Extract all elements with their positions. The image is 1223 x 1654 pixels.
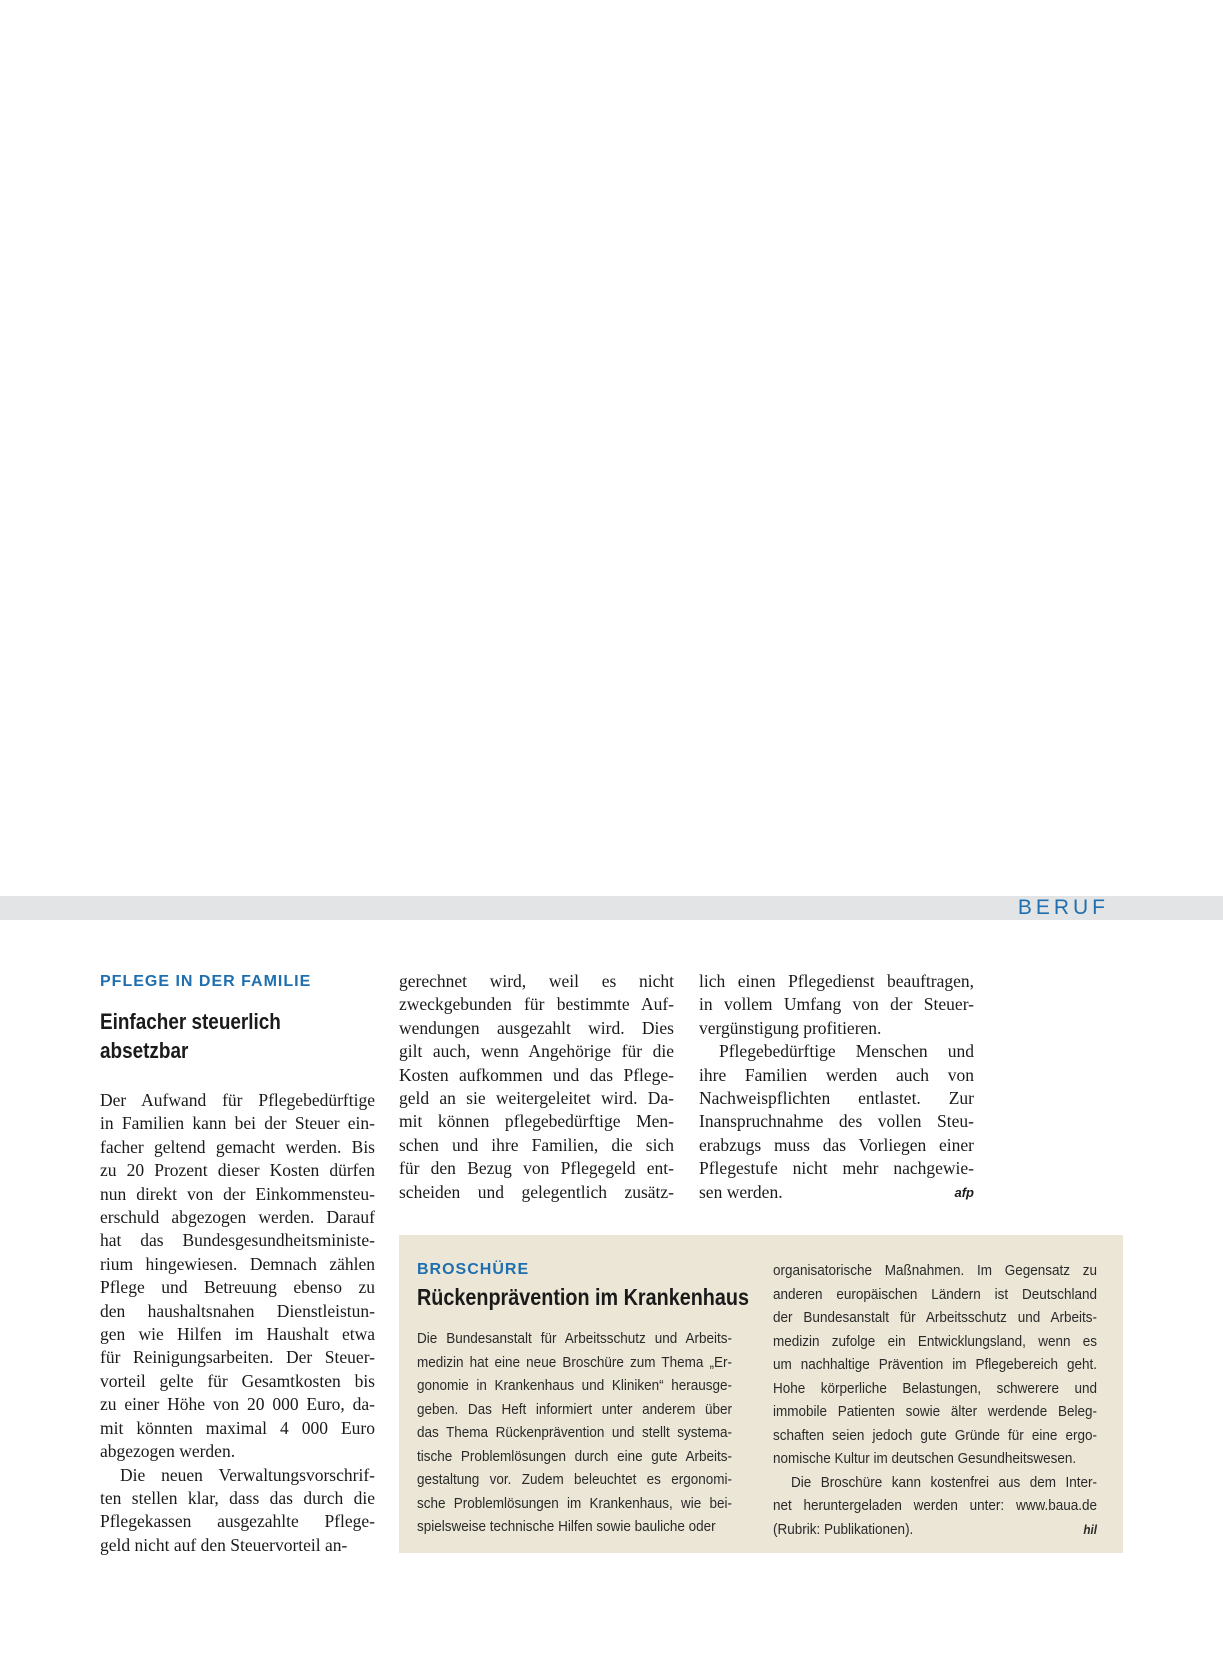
text-line: Hohe körperliche Belastungen, schwerere und (773, 1379, 1097, 1397)
text-line: rium hingewiesen. Demnach zählen (100, 1253, 375, 1274)
text-line: wendungen ausgezahlt wird. Dies (399, 1017, 674, 1038)
text-line: um nachhaltige Prävention im Pflegebereich geht. (773, 1356, 1097, 1373)
article-column-1 (100, 1089, 375, 1557)
box-column-1 (417, 1327, 732, 1539)
section-label: BERUF (1017, 896, 1109, 919)
text-line: nun direkt von der Einkommensteu- (100, 1183, 375, 1204)
source-tag: afp (954, 1184, 974, 1200)
text-line: immobile Patienten sowie älter werdende Beleg- (773, 1403, 1097, 1420)
text-line: Pflegestufe nicht mehr nachgewie- (699, 1158, 974, 1179)
text-line: medizin hat eine neue Broschüre zum Thema „Er- (417, 1353, 732, 1371)
text-line: abgezogen werden. (100, 1441, 236, 1462)
text-line: gen wie Hilfen im Haushalt etwa (100, 1324, 375, 1345)
text-line: ten stellen klar, dass das durch die (100, 1487, 375, 1508)
text-line: Die Bundesanstalt für Arbeitsschutz und Arbeits- (417, 1330, 732, 1347)
box-paragraph (773, 1471, 1097, 1542)
text-line: mit könnten maximal 4 000 Euro (100, 1417, 375, 1438)
text-line: scheiden und gelegentlich zusätz- (399, 1181, 674, 1202)
article-paragraph (699, 970, 974, 1040)
text-line: anderen europäischen Ländern ist Deutschland (773, 1285, 1097, 1303)
text-line: in vollem Umfang von der Steuer- (699, 994, 974, 1015)
text-line: geben. Das Heft informiert unter anderem über (417, 1400, 732, 1418)
text-line: gerechnet wird, weil es nicht (399, 971, 674, 991)
article-paragraph (100, 1464, 375, 1558)
text-line: (Rubrik: Publikationen). hil (773, 1518, 1097, 1542)
text-line: tische Problemlösungen durch eine gute Arbeits- (417, 1447, 732, 1465)
text-line: schen und ihre Familien, die sich (399, 1134, 674, 1155)
article-paragraph (100, 1089, 375, 1464)
text-line: Kosten aufkommen und das Pflege- (399, 1064, 674, 1085)
text-line: zweckgebunden für bestimmte Auf- (399, 994, 674, 1015)
text-line: der Bundesanstalt für Arbeitsschutz und Arbeits- (773, 1309, 1097, 1326)
text-line: erschuld abgezogen werden. Darauf (100, 1207, 375, 1228)
text-line: hat das Bundesgesundheitsministe- (100, 1230, 375, 1251)
text-line: den haushaltsnahen Dienstleistun- (100, 1300, 375, 1321)
text-line: erabzugs muss das Vorliegen einer (699, 1134, 974, 1155)
text-line: medizin zufolge ein Entwicklungsland, wenn es (773, 1332, 1097, 1350)
text-line: organisatorische Maßnahmen. Im Gegensatz zu (773, 1262, 1097, 1279)
text-line: gestaltung vor. Zudem beleuchtet es ergonomi- (417, 1471, 732, 1488)
text-line: schaften seien jedoch gute Gründe für eine ergo- (773, 1426, 1097, 1444)
text-line: net heruntergeladen werden unter: www.baua.de (773, 1497, 1097, 1514)
text-line: geld nicht auf den Steuervorteil an- (100, 1534, 348, 1555)
text-line: Pflegekassen ausgezahlte Pflege- (100, 1511, 375, 1532)
text-line: Inanspruchnahme des vollen Steu- (699, 1111, 974, 1132)
text-line: Pflege und Betreuung ebenso zu (100, 1277, 375, 1298)
text-line: Nachweispflichten entlastet. Zur (699, 1088, 974, 1109)
article-column-2 (399, 970, 674, 1204)
box-paragraph (773, 1259, 1097, 1471)
article-column-3 (699, 970, 974, 1204)
box-column-2 (773, 1259, 1097, 1541)
text-line: Pflegebedürftige Menschen und (719, 1041, 974, 1062)
text-line: Der Aufwand für Pflegebedürftige (100, 1090, 375, 1110)
box-kicker: BROSCHÜRE (417, 1261, 530, 1278)
box-headline: Rückenprävention im Krankenhaus (417, 1284, 749, 1310)
text-line: Die neuen Verwaltungsvorschrif- (120, 1464, 375, 1485)
text-line: sche Problemlösungen im Krankenhaus, wie bei- (417, 1494, 732, 1512)
article-headline (100, 1007, 281, 1065)
text-line: das Thema Rückenprävention und stellt systema- (417, 1424, 732, 1441)
article-headline-line: Einfacher steuerlich (100, 1009, 281, 1034)
text-line: vorteil gelte für Gesamtkosten bis (100, 1370, 375, 1391)
text-line: nomische Kultur im deutschen Gesundheitswesen. (773, 1450, 1077, 1467)
text-line: vergünstigung profitieren. (699, 1017, 882, 1038)
text-line: Die Broschüre kann kostenfrei aus dem Inter- (791, 1473, 1097, 1491)
text-line: für Reinigungsarbeiten. Der Steuer- (100, 1347, 375, 1368)
text-line: geld an sie weitergeleitet wird. Da- (399, 1088, 674, 1109)
text-line: sen werden. afp (699, 1181, 974, 1202)
text-line: lich einen Pflegedienst beauftragen, (699, 971, 974, 991)
article-paragraph (399, 970, 674, 1204)
article-kicker: PFLEGE IN DER FAMILIE (100, 973, 312, 990)
text-line: ihre Familien werden auch von (699, 1064, 974, 1085)
text-line: zu einer Höhe von 20 000 Euro, da- (100, 1394, 375, 1415)
article-headline-line: absetzbar (100, 1038, 189, 1063)
text-line: in Familien kann bei der Steuer ein- (100, 1113, 375, 1134)
source-tag: hil (1083, 1521, 1097, 1537)
text-line: gonomie in Krankenhaus und Kliniken“ herausge- (417, 1377, 732, 1394)
box-paragraph (417, 1327, 732, 1539)
article-paragraph (699, 1040, 974, 1204)
text-line: für den Bezug von Pflegegeld ent- (399, 1158, 674, 1179)
text-line: zu 20 Prozent dieser Kosten dürfen (100, 1160, 375, 1181)
text-line: mit können pflegebedürftige Men- (399, 1111, 674, 1132)
text-line: spielsweise technische Hilfen sowie bauliche oder (417, 1518, 716, 1535)
text-line: facher geltend gemacht werden. Bis (100, 1136, 375, 1157)
text-line: gilt auch, wenn Angehörige für die (399, 1041, 674, 1062)
